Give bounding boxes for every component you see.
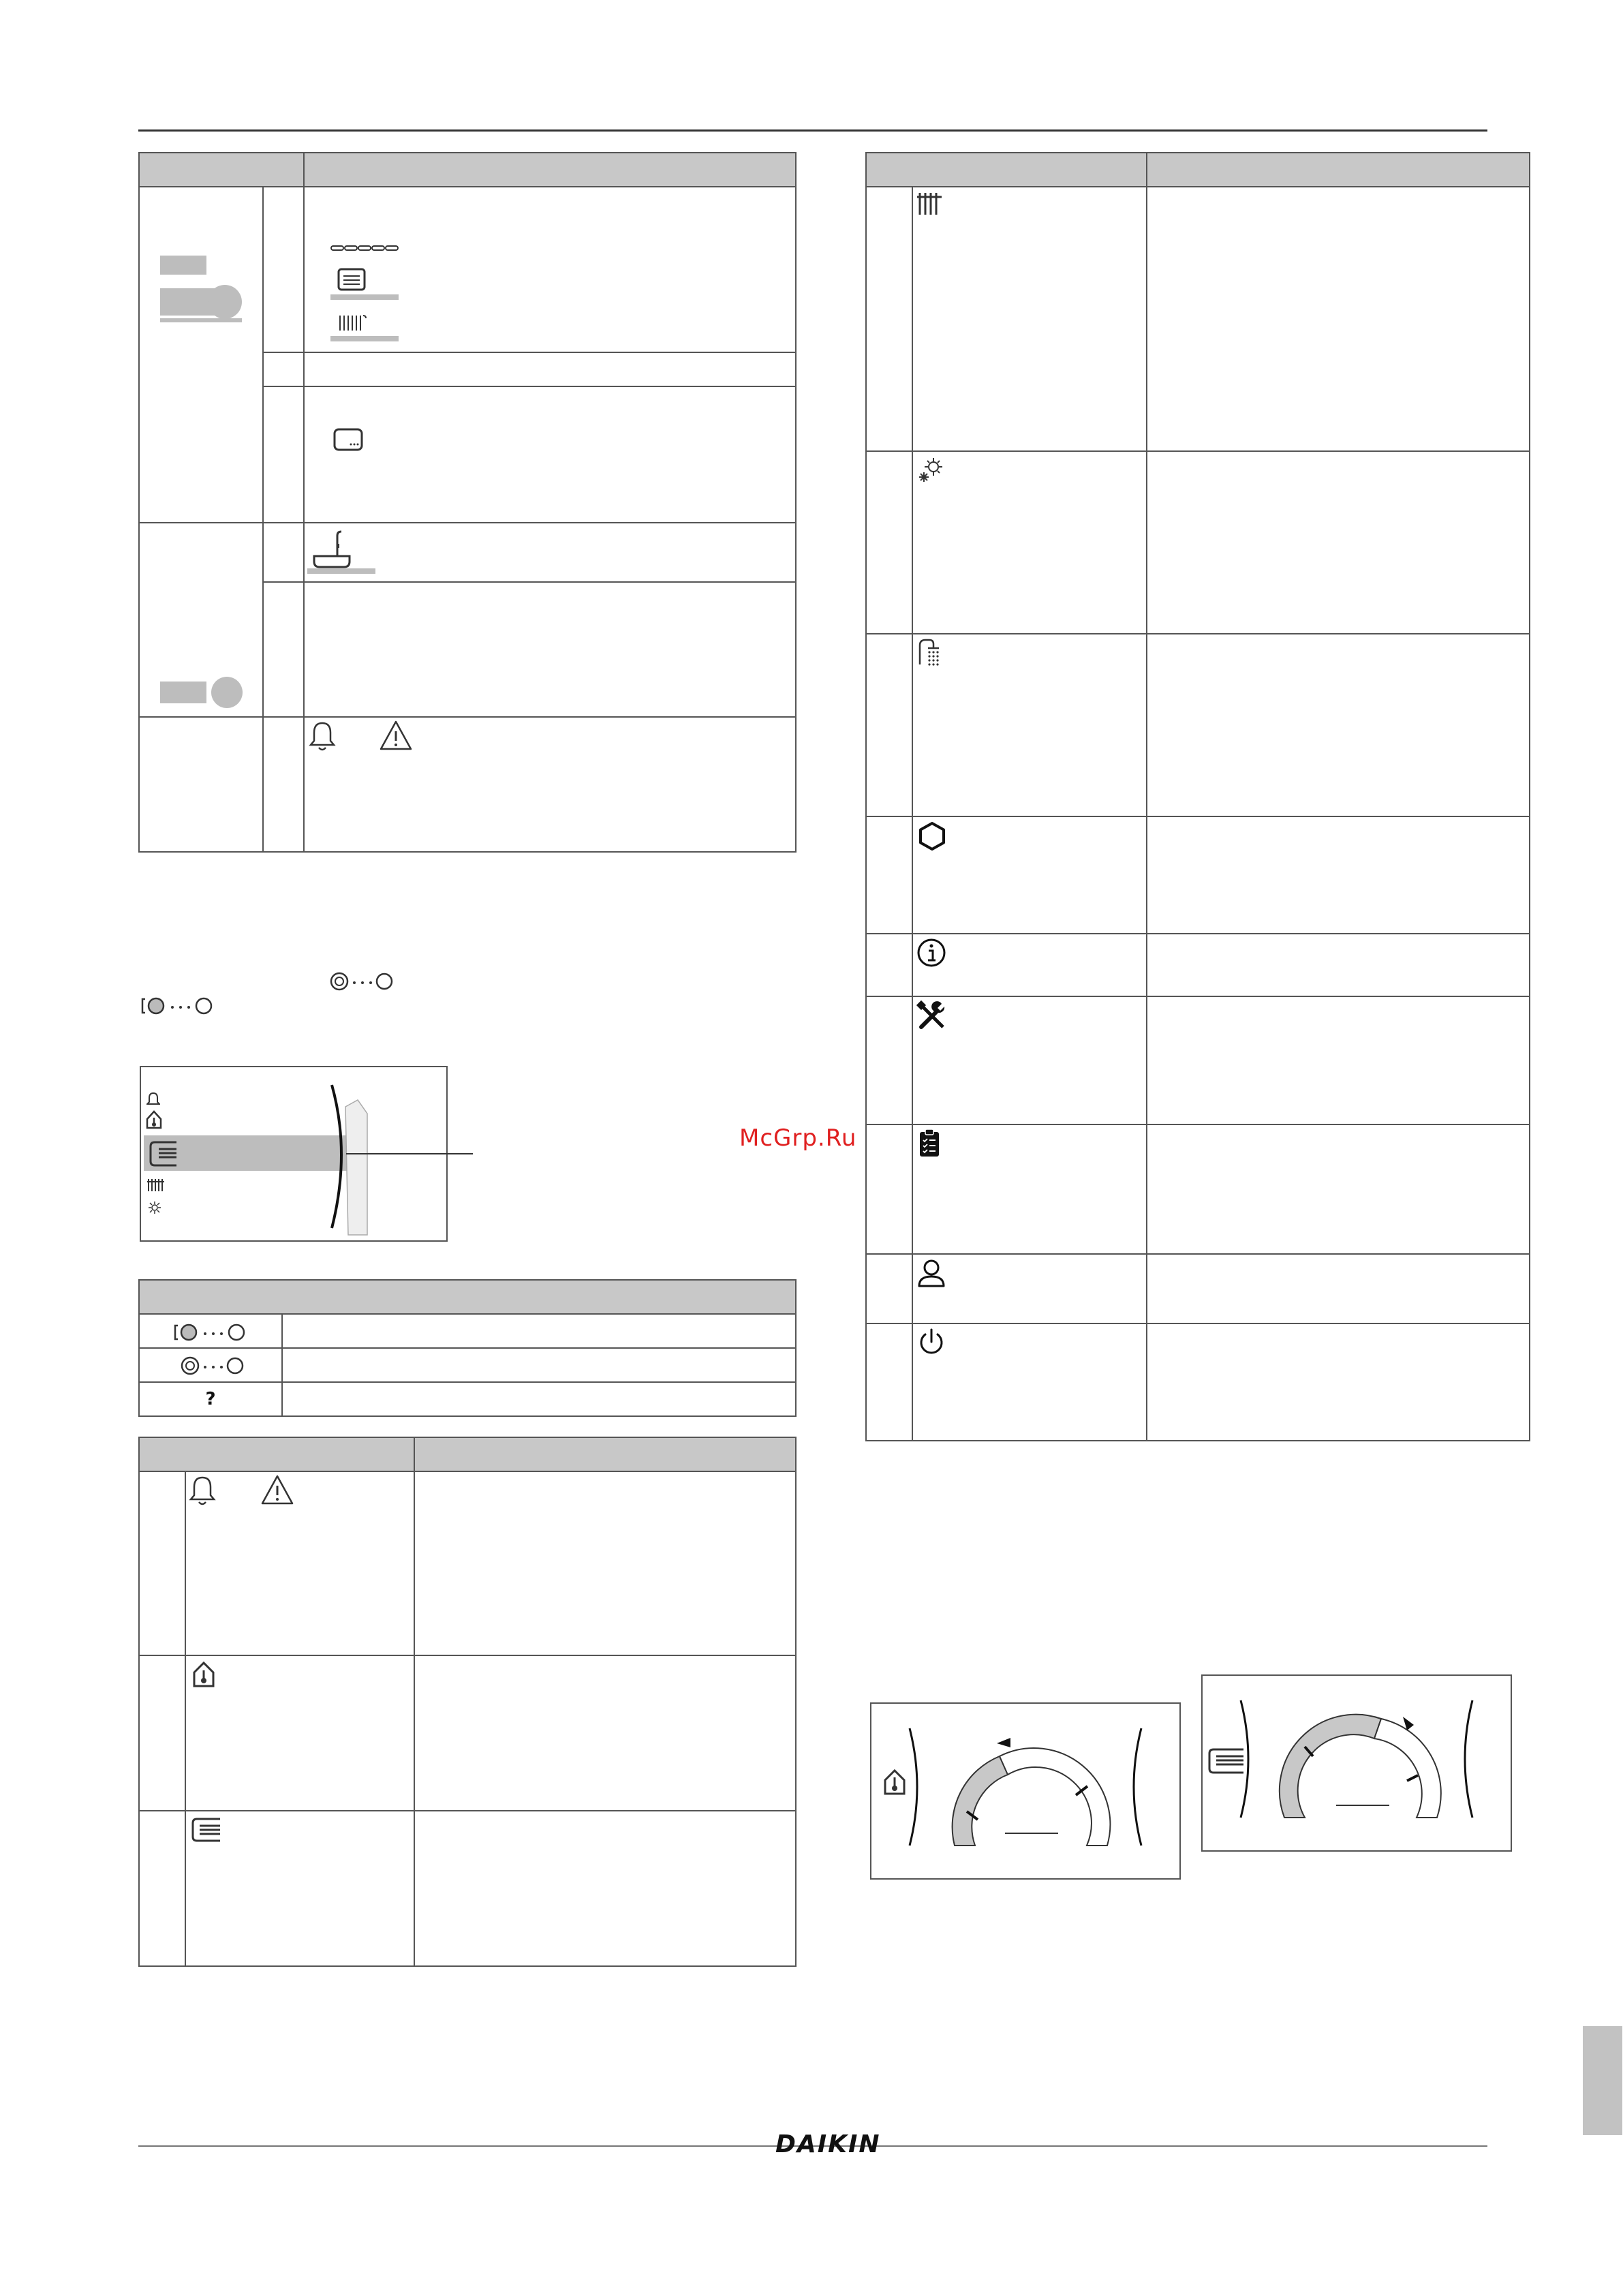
icon-cell [912,996,1147,1124]
brand-logo: DAIKIN [775,2130,881,2158]
icon-cell [912,187,1147,451]
icon-cell [912,1323,1147,1441]
icon-cell [912,451,1147,634]
number-cell [866,634,912,816]
sun-snow-icon [916,456,944,485]
dial-button [211,677,243,708]
table-row [866,187,1530,451]
table-row [139,1471,796,1655]
table-header-row [139,1437,796,1471]
tools-icon [916,1000,948,1032]
icon-cell [185,1471,414,1655]
number-cell [263,717,304,852]
side-tab [1583,2026,1622,2135]
table-row [139,1348,796,1382]
callout-line [346,1153,473,1154]
controller-cell [139,187,263,523]
number-cell [866,934,912,996]
header-cell [139,1437,414,1471]
number-cell [139,1811,185,1966]
table-header-row [139,153,796,187]
number-cell [139,1655,185,1811]
bell-icon [146,1092,160,1107]
right-table [865,152,1530,1441]
table-row [866,451,1530,634]
turn-dial-icon [178,1352,246,1379]
description-cell [1147,996,1530,1124]
room-thermostat-icon [885,1771,904,1794]
content-cell [304,187,796,352]
table-row [139,1314,796,1348]
header-cell [866,153,1147,187]
radiator-bar [330,336,399,341]
room-thermostat-icon [191,1660,216,1689]
description-cell [1147,1124,1530,1254]
number-cell [866,1323,912,1441]
number-cell [866,1254,912,1323]
number-cell [139,1471,185,1655]
bathtub-icon [311,529,380,571]
description-cell [282,1348,796,1382]
icon-cell [912,634,1147,816]
table-row [866,996,1530,1124]
content-cell [304,386,796,523]
controller-cell [139,523,263,717]
top-rule [138,129,1487,132]
fan-coil-bar [330,294,399,300]
ufh-icon [1209,1749,1243,1773]
radiator-icon [916,190,943,217]
table-row [139,1811,796,1966]
shower-icon [916,637,946,667]
hexagon-icon [917,821,947,851]
sun-snow-icon [148,1201,161,1214]
description-cell [1147,816,1530,934]
ufh-icon [146,1138,183,1168]
description-cell [414,1655,796,1811]
table-row [139,523,796,582]
number-cell [263,352,304,386]
table-row [866,934,1530,996]
user-icon [916,1257,947,1289]
label-cell [139,717,263,852]
press-dial-icon [171,1319,249,1346]
number-cell [263,386,304,523]
icon-cell [912,1124,1147,1254]
arrow-left-icon [997,1738,1010,1747]
content-cell [304,582,796,717]
warning-icon [378,719,414,752]
table-row [139,187,796,352]
description-cell [1147,187,1530,451]
dial-graphic [871,1704,1179,1878]
ufh-pipe-icon [330,245,401,251]
table-header-row [866,153,1530,187]
table-row [866,1124,1530,1254]
dial-graphic [1203,1676,1511,1850]
left-bottom-table [138,1437,797,1967]
header-cell [139,153,304,187]
table-row [866,634,1530,816]
icon-cell [185,1655,414,1811]
header-cell [1147,153,1530,187]
table-row [866,1323,1530,1441]
help-mark: ? [139,1382,282,1416]
table-row [866,816,1530,934]
number-cell [866,187,912,451]
fan-coil-icon [337,268,366,291]
radiator-icon [146,1176,166,1193]
content-cell [304,717,796,852]
underline [160,318,242,322]
table-row [139,1382,796,1416]
icon-cell [912,1254,1147,1323]
ufh-icon [190,1816,223,1843]
content-cell [304,523,796,582]
table-header-row [139,1280,796,1314]
left-top-table [138,152,797,853]
room-thermostat-icon [145,1109,163,1130]
number-cell [866,816,912,934]
power-icon [916,1327,947,1358]
number-cell [263,523,304,582]
legend-table [138,1279,797,1417]
description-cell [414,1811,796,1966]
number-cell [866,996,912,1124]
number-cell [866,451,912,634]
description-cell [282,1314,796,1348]
description-cell [1147,934,1530,996]
bell-icon [189,1475,216,1506]
icon-cell [139,1348,282,1382]
press-dial-icon [138,992,217,1020]
icon-cell [139,1314,282,1348]
description-cell [282,1382,796,1416]
dial-button [208,285,242,319]
scroll-arc [325,1082,380,1239]
description-cell [1147,1323,1530,1441]
content-cell [304,352,796,386]
bathtub-bar [307,568,375,574]
number-cell [866,1124,912,1254]
bell-icon [309,720,336,752]
display-block [160,256,206,275]
description-cell [1147,451,1530,634]
icon-cell [912,934,1147,996]
header-cell [304,153,796,187]
remote-controller-icon [333,428,363,453]
header-cell [139,1280,796,1314]
turn-dial-icon [327,968,395,995]
table-row [866,1254,1530,1323]
info-icon [916,937,947,968]
table-row [139,717,796,852]
display-block [160,682,206,703]
header-cell [414,1437,796,1471]
number-cell [263,582,304,717]
warning-icon [260,1473,295,1506]
dial-screen-right [1201,1674,1512,1852]
description-cell [1147,634,1530,816]
description-cell [1147,1254,1530,1323]
clipboard-icon [916,1128,943,1159]
radiator-icon [337,313,367,333]
number-cell [263,187,304,352]
dial-screen-left [870,1702,1181,1880]
description-cell [414,1471,796,1655]
icon-cell [185,1811,414,1966]
watermark: McGrp.Ru [739,1124,857,1152]
table-row [139,1655,796,1811]
icon-cell [912,816,1147,934]
